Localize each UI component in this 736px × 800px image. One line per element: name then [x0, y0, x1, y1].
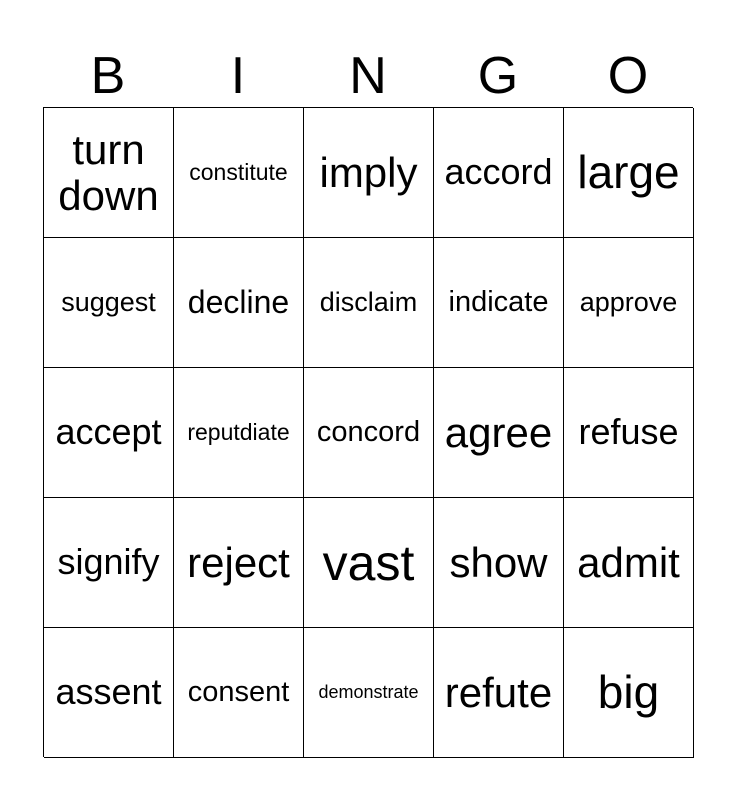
bingo-cell[interactable]: refuse	[564, 368, 694, 498]
bingo-cell[interactable]: demonstrate	[304, 628, 434, 758]
bingo-cell[interactable]: refute	[434, 628, 564, 758]
bingo-cell[interactable]: signify	[44, 498, 174, 628]
bingo-cell[interactable]: imply	[304, 108, 434, 238]
bingo-cell[interactable]: agree	[434, 368, 564, 498]
bingo-board	[43, 107, 693, 757]
bingo-cell[interactable]: consent	[174, 628, 304, 758]
header-letter-o: O	[607, 47, 649, 105]
header-letter-n: N	[349, 47, 387, 105]
bingo-cell[interactable]: constitute	[174, 108, 304, 238]
bingo-cell[interactable]: approve	[564, 238, 694, 368]
bingo-cell[interactable]: big	[564, 628, 694, 758]
header-letter-g: G	[477, 47, 519, 105]
bingo-cell[interactable]: accord	[434, 108, 564, 238]
bingo-cell[interactable]: indicate	[434, 238, 564, 368]
bingo-cell[interactable]: assent	[44, 628, 174, 758]
bingo-cell[interactable]: vast	[304, 498, 434, 628]
bingo-cell[interactable]: show	[434, 498, 564, 628]
header-letter-i: I	[230, 47, 246, 105]
header-letter-b: B	[90, 47, 126, 105]
bingo-cell[interactable]: reject	[174, 498, 304, 628]
bingo-header	[43, 44, 693, 108]
bingo-cell[interactable]: turn down	[44, 108, 174, 238]
bingo-cell[interactable]: decline	[174, 238, 304, 368]
bingo-cell[interactable]: large	[564, 108, 694, 238]
bingo-cell[interactable]: accept	[44, 368, 174, 498]
bingo-cell[interactable]: disclaim	[304, 238, 434, 368]
bingo-cell[interactable]: admit	[564, 498, 694, 628]
bingo-cell[interactable]: reputdiate	[174, 368, 304, 498]
bingo-cell[interactable]: suggest	[44, 238, 174, 368]
bingo-cell[interactable]: concord	[304, 368, 434, 498]
